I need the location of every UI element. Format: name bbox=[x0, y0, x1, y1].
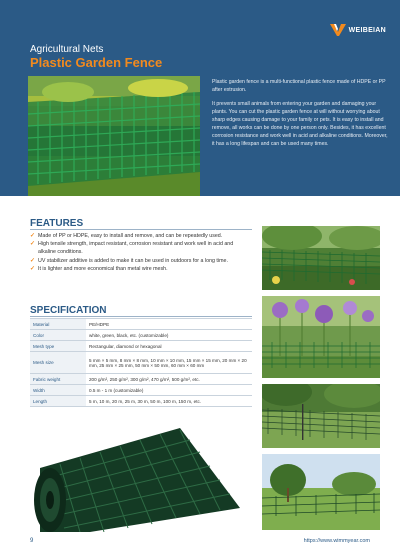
spec-value: white, green, black, etc. (customizable) bbox=[86, 330, 252, 341]
lawn-fence-illustration bbox=[262, 384, 380, 448]
check-icon: ✓ bbox=[30, 265, 36, 272]
fence-scene-illustration bbox=[28, 76, 200, 196]
fence-flowers-photo bbox=[262, 296, 380, 378]
flowers-fence-illustration bbox=[262, 296, 380, 378]
page-number: 9 bbox=[30, 538, 34, 544]
spec-value: 5 mm × 5 mm, 8 mm × 8 mm, 10 mm × 10 mm, 15 mm × 15 mm, 20 mm × 20 mm, 25 mm × 25 mm, 50 mm × 50 mm, 60 mm × 60 mm bbox=[86, 352, 252, 374]
spec-key: Width bbox=[30, 385, 86, 396]
fence-yard-photo bbox=[262, 454, 380, 530]
fence-roll-photo bbox=[30, 408, 244, 532]
fence-garden-photo bbox=[262, 226, 380, 290]
features-heading: FEATURES bbox=[30, 218, 84, 229]
yard-fence-illustration bbox=[262, 454, 380, 530]
table-row bbox=[30, 341, 252, 352]
description-paragraph: It prevents small animals from entering your garden and damaging your plants. You can cut the plastic garden fence at will without worrying about sharp edges causing damage to your family or pets. It is easy to install and remove, all works can be done by one person only. Besides, it has excellent corrosion resistance and work well in acid and alkaline conditions. Moreover, it has a long lifespan and can be used many times. bbox=[212, 101, 388, 147]
product-description bbox=[212, 78, 390, 154]
table-row bbox=[30, 352, 252, 374]
spec-key: Color bbox=[30, 330, 86, 341]
brand-logo bbox=[330, 24, 386, 36]
table-row bbox=[30, 396, 252, 407]
features-list bbox=[30, 232, 252, 273]
spec-key: Length bbox=[30, 396, 86, 407]
specification-heading: SPECIFICATION bbox=[30, 305, 107, 316]
fence-lawn-photo bbox=[262, 384, 380, 448]
page-subtitle: Agricultural Nets bbox=[30, 44, 104, 55]
specification-divider bbox=[30, 316, 252, 317]
feature-item bbox=[30, 257, 252, 265]
feature-item bbox=[30, 232, 252, 240]
feature-item bbox=[30, 265, 252, 273]
table-row bbox=[30, 374, 252, 385]
feature-text: High tensile strength, impact resistant, corrosion resistant and work well in acid and alkaline conditions. bbox=[38, 241, 234, 256]
header-banner bbox=[0, 0, 400, 196]
spec-key: Mesh size bbox=[30, 352, 86, 374]
feature-text: UV stabilizer additive is added to make it can be used in outdoors for a long time. bbox=[38, 257, 228, 264]
specification-table bbox=[30, 318, 252, 407]
spec-key: Mesh type bbox=[30, 341, 86, 352]
table-row bbox=[30, 319, 252, 330]
features-divider bbox=[30, 229, 252, 230]
table-row bbox=[30, 330, 252, 341]
spec-key: Material bbox=[30, 319, 86, 330]
spec-value: 0.5 m - 1 m (customizable) bbox=[86, 385, 252, 396]
website-link[interactable]: https://www.wimmyear.com bbox=[303, 538, 370, 544]
feature-item bbox=[30, 240, 252, 256]
check-icon: ✓ bbox=[30, 257, 36, 264]
spec-value: 5 m, 10 m, 20 m, 25 m, 30 m, 50 m, 100 m, 150 m, etc. bbox=[86, 396, 252, 407]
check-icon: ✓ bbox=[30, 241, 36, 248]
spec-value: PE/HDPE bbox=[86, 319, 252, 330]
fence-roll-illustration bbox=[30, 408, 244, 532]
logo-mark-icon bbox=[330, 24, 346, 36]
spec-value: 200 g/m², 250 g/m², 300 g/m², 470 g/m², 500 g/m², etc. bbox=[86, 374, 252, 385]
check-icon: ✓ bbox=[30, 233, 36, 239]
page-title: Plastic Garden Fence bbox=[30, 55, 163, 70]
feature-text: It is lighter and more economical than metal wire mesh. bbox=[38, 265, 168, 272]
garden-fence-illustration bbox=[262, 226, 380, 290]
hero-fence-photo bbox=[28, 76, 200, 196]
spec-value: Rectangular, diamond or hexagonal bbox=[86, 341, 252, 352]
table-row bbox=[30, 385, 252, 396]
description-paragraph: Plastic garden fence is a multi-functional plastic fence made of HDPE or PP after extrusion. bbox=[212, 79, 386, 93]
logo-text: WEIBEIAN bbox=[348, 26, 386, 34]
spec-key: Fabric weight bbox=[30, 374, 86, 385]
feature-text: Made of PP or HDPE, easy to install and remove, and can be repeatedly used. bbox=[38, 233, 223, 239]
